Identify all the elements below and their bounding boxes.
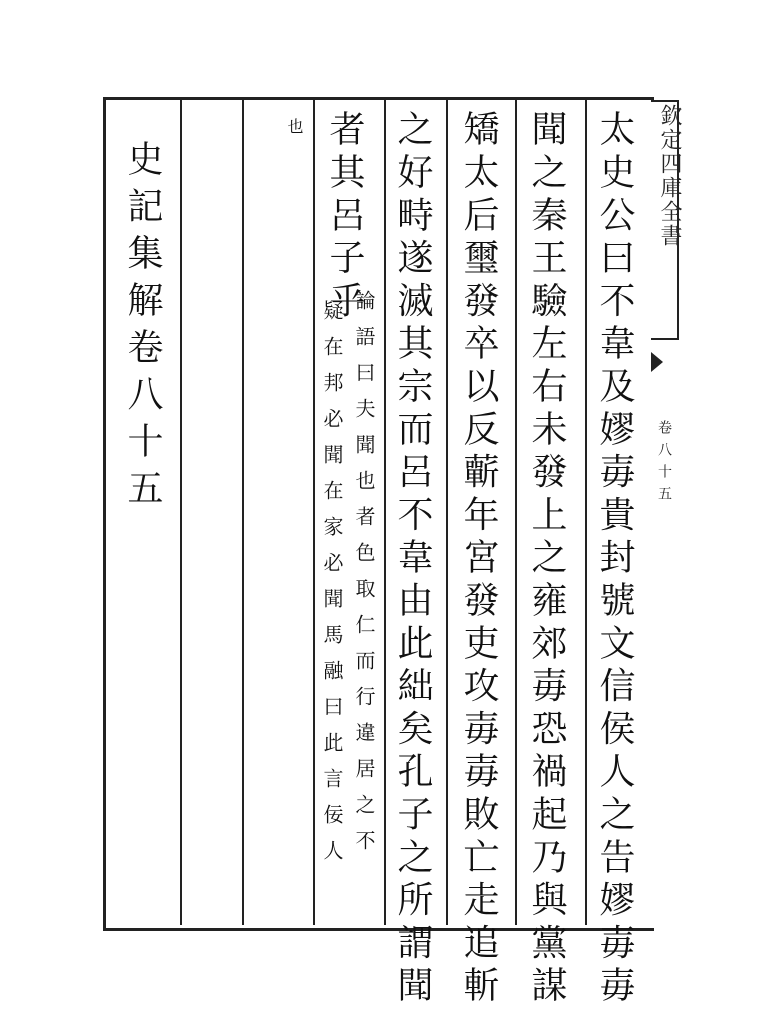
column-rule [446,100,448,925]
text-column-2: 聞之秦王驗左右未發上之雍郊毐恐禍起乃與黨謀 [526,110,567,1009]
text-column-4: 之好畤遂滅其宗而呂不韋由此絀矣孔子之所謂聞 [392,110,433,1009]
column-rule [515,100,517,925]
fish-tail-mark [651,352,663,372]
margin-book-title: 欽定四庫全書 [657,104,682,248]
column-rule [585,100,587,925]
column-rule [242,100,244,925]
text-column-3: 矯太后璽發卒以反蘄年宮發吏攻毐毐敗亡走追斬 [458,110,499,1009]
column-rule [180,100,182,925]
column-rule [313,100,315,925]
commentary-left: 疑在邦必聞在家必聞馬融曰此言佞人 [320,300,344,876]
commentary-right: 論語曰夫聞也者色取仁而行違居之不 [352,290,376,866]
margin-volume: 卷八十五 [656,420,672,508]
text-column-1: 太史公曰不韋及嫪毐貴封號文信侯人之告嫪毐毐 [594,110,635,1009]
volume-title: 史記集解卷八十五 [122,140,163,516]
commentary-end: 也 [285,118,304,134]
column-rule [384,100,386,925]
page-frame [103,97,654,931]
text-column-5: 者其呂子乎 [324,110,365,324]
